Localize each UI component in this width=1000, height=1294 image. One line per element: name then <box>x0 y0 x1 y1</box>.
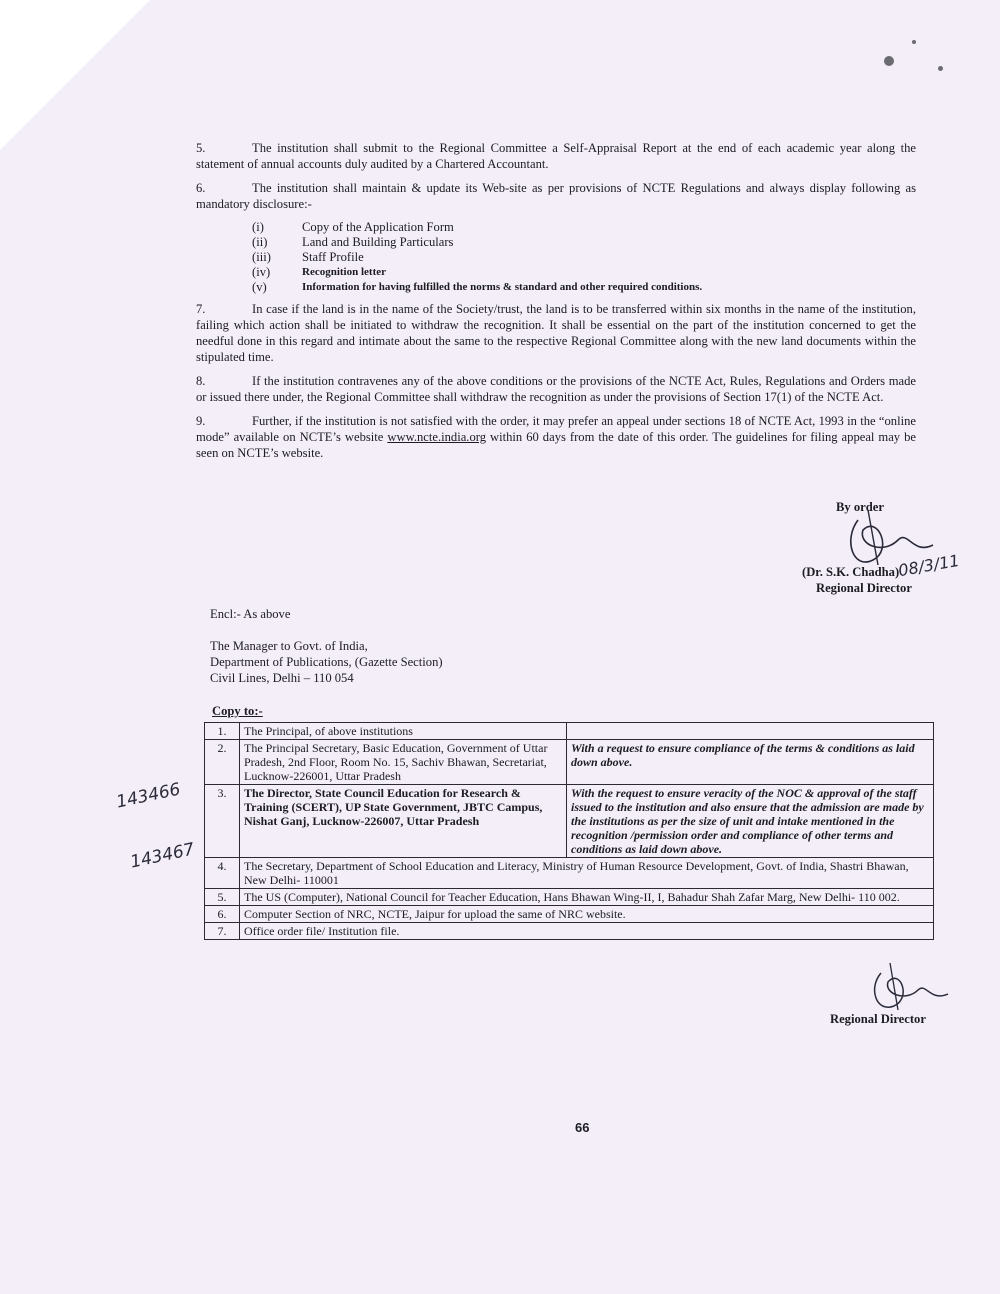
scan-speck <box>938 66 943 71</box>
page-number: 66 <box>575 1120 590 1135</box>
paragraph-8: 8. If the institution contravenes any of the above conditions or the provisions of the NCTE Act, Rules, Regulations and Orders made or issued there under, the Regional Committee shall withdraw the recognition as under the provisions of Section 17(1) of the NCTE Act. <box>196 374 916 404</box>
closing-title: Regional Director <box>830 1012 926 1026</box>
address-block: The Manager to Govt. of India, Department of Publications, (Gazette Section) Civil Lines, Delhi – 110 054 <box>210 639 443 685</box>
document-body <box>196 140 916 469</box>
copy-to-heading: Copy to:- <box>212 704 263 718</box>
paragraph-9: 9. Further, if the institution is not satisfied with the order, it may prefer an appeal under sections 18 of NCTE Act, 1993 in the “online mode” available on NCTE’s website www.ncte.india.org within 60 days from the date of this order. The guidelines for filing appeal may be seen on NCTE’s website. <box>196 414 916 460</box>
paragraph-7: 7. In case if the land is in the name of the Society/trust, the land is to be transferred within six months in the name of the institution, failing which action shall be initiated to withdraw the recognition. It shall be essential on the part of the institution concerned to get the needful done in this regard and intimate about the same to the respective Regional Committee along with the new land documents within the stipulated time. <box>196 302 916 364</box>
by-order-label: By order <box>836 500 884 514</box>
paragraph-5: 5. The institution shall submit to the Regional Committee a Self-Appraisal Report at the end of each academic year along the statement of annual accounts duly audited by a Chartered Accountant. <box>196 141 916 171</box>
table-row: 1. The Principal, of above institutions <box>205 723 934 740</box>
scan-speck <box>912 40 916 44</box>
enclosure-note: Encl:- As above <box>210 607 291 621</box>
list-item: (ii) Land and Building Particulars <box>252 235 454 249</box>
table-row: 3. The Director, State Council Education for Research & Training (SCERT), UP State Government, JBTC Campus, Nishat Ganj, Lucknow-226007, Uttar Pradesh With the request to ensure veracity of the NOC & approval of the staff issued to the institution and also ensure that the admission are made by the institutions as per the size of unit and intake mentioned in the recognition /permission order and compliance of other terms and conditions as laid down above. <box>205 785 934 858</box>
signatory-name: (Dr. S.K. Chadha) <box>802 565 900 579</box>
handwritten-date: 08/3/11 <box>896 550 961 581</box>
handwritten-number: 143466 <box>114 779 183 813</box>
copy-to-table <box>204 722 934 940</box>
table-row: 4. The Secretary, Department of School Education and Literacy, Ministry of Human Resource Development, Govt. of India, Shastri Bhawan, New Delhi- 110001 <box>205 858 934 889</box>
signatory-title: Regional Director <box>816 581 912 595</box>
table-row: 6. Computer Section of NRC, NCTE, Jaipur for upload the same of NRC website. <box>205 906 934 923</box>
handwritten-number: 143467 <box>128 839 197 873</box>
table-row: 7. Office order file/ Institution file. <box>205 923 934 940</box>
list-item: (v) Information for having fulfilled the norms & standard and other required conditions. <box>252 280 703 294</box>
disclosure-list <box>252 220 916 295</box>
folded-corner <box>0 0 150 150</box>
table-row: 2. The Principal Secretary, Basic Education, Government of Uttar Pradesh, 2nd Floor, Room No. 15, Sachiv Bhawan, Secretariat, Lucknow-226001, Uttar Pradesh With a request to ensure compliance of the terms & conditions as laid down above. <box>205 740 934 785</box>
list-item: (iii) Staff Profile <box>252 250 364 264</box>
signature-scribble <box>866 958 956 1018</box>
paragraph-6: 6. The institution shall maintain & update its Web-site as per provisions of NCTE Regulations and always display following as mandatory disclosure:- <box>196 181 916 211</box>
table-row: 5. The US (Computer), National Council for Teacher Education, Hans Bhawan Wing-II, I, Bahadur Shah Zafar Marg, New Delhi- 110 002. <box>205 889 934 906</box>
list-item: (iv) Recognition letter <box>252 265 386 279</box>
ncte-website-link[interactable]: www.ncte.india.org <box>387 430 487 444</box>
list-item: (i) Copy of the Application Form <box>252 220 454 234</box>
scan-speck <box>884 56 894 66</box>
